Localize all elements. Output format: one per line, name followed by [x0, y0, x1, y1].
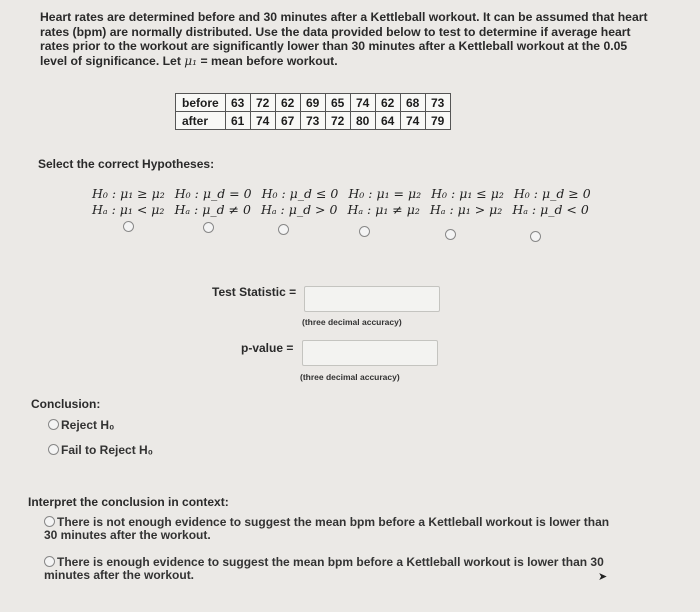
- hypothesis-radio-2[interactable]: [203, 222, 214, 233]
- table-cell: 63: [225, 94, 250, 112]
- conclusion-option-fail[interactable]: [48, 443, 153, 457]
- table-cell: 72: [250, 94, 275, 112]
- ha-option-3: Hₐ : μ_d > 0: [260, 202, 338, 217]
- p-value-hint: (three decimal accuracy): [300, 372, 400, 382]
- table-cell: 68: [400, 94, 425, 112]
- hypothesis-radio-1[interactable]: [123, 221, 134, 232]
- conclusion-label: Conclusion:: [31, 397, 101, 411]
- mouse-cursor-icon: ➤: [598, 571, 608, 583]
- row-header-before: before: [176, 94, 226, 112]
- test-statistic-input[interactable]: [304, 286, 440, 312]
- h0-option-5: H₀ : μ₁ ≤ μ₂: [431, 186, 504, 201]
- alt-hypotheses-row: [92, 202, 652, 217]
- null-hypotheses-row: [92, 186, 652, 201]
- problem-text-end: = mean before workout.: [197, 53, 338, 68]
- hypothesis-radio-6[interactable]: [530, 231, 541, 242]
- table-cell: 62: [375, 94, 400, 112]
- interpret-label: Interpret the conclusion in context:: [28, 495, 229, 509]
- table-row-after: [176, 112, 451, 130]
- mu1-symbol: μ₁: [184, 53, 198, 68]
- conclusion-option-reject[interactable]: [48, 418, 114, 432]
- table-cell: 62: [275, 94, 300, 112]
- table-cell: 72: [325, 112, 350, 130]
- hypothesis-radio-4[interactable]: [359, 226, 370, 237]
- hypothesis-radio-3[interactable]: [278, 224, 289, 235]
- table-cell: 79: [425, 112, 450, 130]
- reject-label: Reject H₀: [61, 418, 115, 432]
- fail-label: Fail to Reject H₀: [61, 443, 154, 457]
- ha-option-6: Hₐ : μ_d < 0: [512, 202, 589, 217]
- p-value-input[interactable]: [302, 340, 438, 366]
- problem-text: Heart rates are determined before and 30 minutes after a Kettleball workout. It can be assumed that heart rates (bpm) are normally distributed. Use the data provided below to test to determine if average heart rates prior to the workout are significantly lower than 30 minutes after a Kettleball workout at the 0.05 level of significance. Let: [40, 10, 648, 68]
- table-cell: 74: [350, 94, 375, 112]
- fail-radio[interactable]: [48, 444, 59, 455]
- hypothesis-radio-5[interactable]: [445, 229, 456, 240]
- table-cell: 64: [375, 112, 400, 130]
- hypotheses-prompt: Select the correct Hypotheses:: [38, 157, 215, 171]
- interpret-option-2[interactable]: [44, 556, 604, 582]
- table-cell: 61: [225, 112, 250, 130]
- interpret-radio-1[interactable]: [44, 516, 55, 527]
- p-value-label: p-value =: [241, 341, 294, 355]
- problem-statement: [40, 10, 652, 68]
- h0-option-2: H₀ : μ_d = 0: [174, 186, 252, 201]
- interpret-option-1[interactable]: [44, 516, 624, 542]
- table-cell: 73: [425, 94, 450, 112]
- h0-option-3: H₀ : μ_d ≤ 0: [261, 186, 339, 201]
- table-cell: 67: [275, 112, 300, 130]
- table-cell: 69: [300, 94, 325, 112]
- table-row-before: [176, 94, 451, 112]
- ha-option-1: Hₐ : μ₁ < μ₂: [92, 202, 165, 217]
- test-statistic-hint: (three decimal accuracy): [302, 317, 402, 327]
- interpret-text-1: There is not enough evidence to suggest the mean bpm before a Kettleball workout is lower than 30 minutes after the workout.: [44, 515, 610, 542]
- h0-option-6: H₀ : μ_d ≥ 0: [513, 186, 591, 201]
- h0-option-1: H₀ : μ₁ ≥ μ₂: [92, 186, 165, 201]
- table-cell: 80: [350, 112, 375, 130]
- ha-option-5: Hₐ : μ₁ > μ₂: [429, 202, 503, 217]
- table-cell: 73: [300, 112, 325, 130]
- table-cell: 74: [400, 112, 425, 130]
- ha-option-2: Hₐ : μ_d ≠ 0: [174, 202, 251, 217]
- interpret-text-2: There is enough evidence to suggest the mean bpm before a Kettleball workout is lower than 30 minutes after the workout.: [44, 555, 604, 582]
- interpret-radio-2[interactable]: [44, 556, 55, 567]
- data-table: [175, 93, 451, 130]
- ha-option-4: Hₐ : μ₁ ≠ μ₂: [347, 202, 420, 217]
- table-cell: 65: [325, 94, 350, 112]
- row-header-after: after: [176, 112, 226, 130]
- reject-radio[interactable]: [48, 419, 59, 430]
- h0-option-4: H₀ : μ₁ = μ₂: [348, 186, 422, 201]
- test-statistic-label: Test Statistic =: [212, 285, 297, 299]
- table-cell: 74: [250, 112, 275, 130]
